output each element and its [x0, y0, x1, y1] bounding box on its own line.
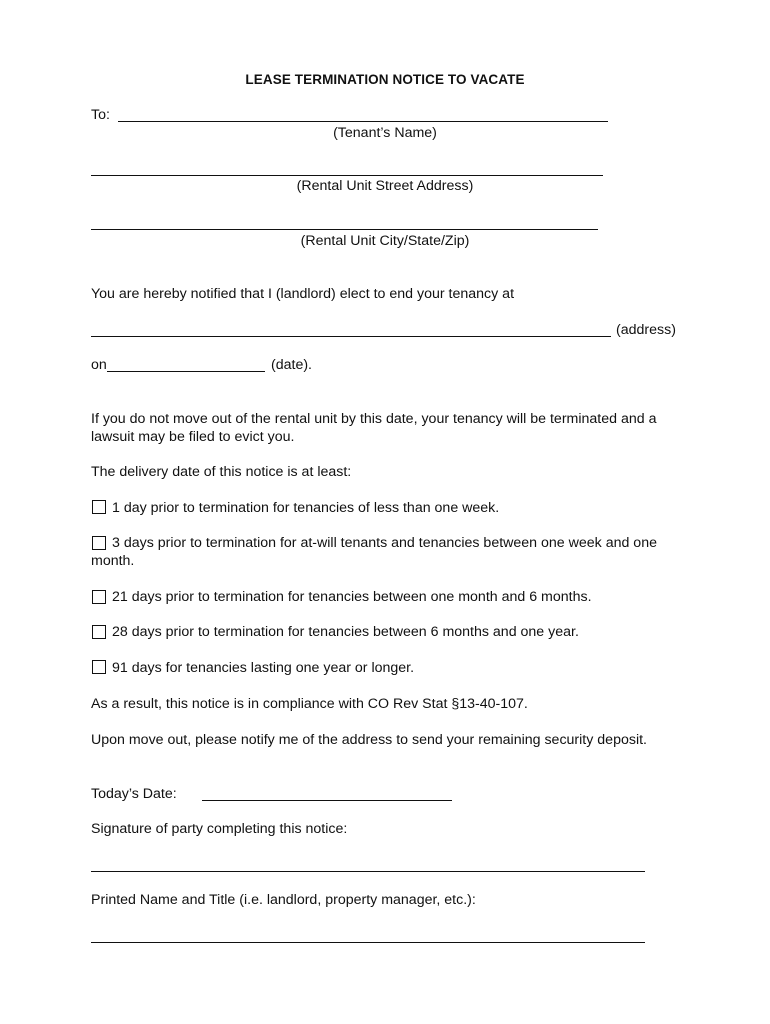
tenant-name-field[interactable]: [118, 121, 608, 122]
compliance-statement: As a result, this notice is in compliance with CO Rev Stat §13-40-107.: [91, 696, 528, 712]
termination-date-field[interactable]: [107, 371, 265, 372]
delivery-intro: The delivery date of this notice is at least:: [91, 464, 352, 480]
street-address-field[interactable]: [91, 175, 603, 176]
to-label: To:: [91, 107, 110, 123]
document-title: LEASE TERMINATION NOTICE TO VACATE: [245, 72, 525, 87]
option-3-checkbox[interactable]: [92, 590, 106, 604]
option-2-label: 3 days prior to termination for at-will tenants and tenancies between one week and one month.: [91, 535, 657, 569]
eviction-warning: If you do not move out of the rental unit by this date, your tenancy will be terminated and a lawsuit may be filed to evict you.: [91, 411, 657, 445]
todays-date-field[interactable]: [202, 800, 452, 801]
signature-label: Signature of party completing this notice:: [91, 821, 348, 837]
street-address-caption: (Rental Unit Street Address): [296, 178, 474, 194]
tenancy-address-field[interactable]: [91, 336, 611, 337]
option-5-checkbox[interactable]: [92, 660, 106, 674]
deposit-request: Upon move out, please notify me of the address to send your remaining security deposit.: [91, 732, 647, 748]
address-suffix: (address): [616, 322, 676, 338]
on-label: on: [91, 357, 107, 373]
printed-name-label: Printed Name and Title (i.e. landlord, property manager, etc.):: [91, 892, 476, 908]
city-state-zip-caption: (Rental Unit City/State/Zip): [300, 233, 470, 249]
option-5-label: 91 days for tenancies lasting one year or longer.: [112, 660, 415, 676]
notice-intro: You are hereby notified that I (landlord) elect to end your tenancy at: [91, 286, 515, 302]
option-3-label: 21 days prior to termination for tenancies between one month and 6 months.: [112, 589, 592, 605]
printed-name-field[interactable]: [91, 942, 645, 943]
signature-field[interactable]: [91, 871, 645, 872]
option-1-checkbox[interactable]: [92, 500, 106, 514]
option-4-checkbox[interactable]: [92, 625, 106, 639]
tenant-name-caption: (Tenant’s Name): [333, 125, 437, 141]
option-4-label: 28 days prior to termination for tenancies between 6 months and one year.: [112, 624, 579, 640]
todays-date-label: Today’s Date:: [91, 786, 177, 802]
city-state-zip-field[interactable]: [91, 229, 598, 230]
date-suffix: (date).: [271, 357, 313, 373]
option-1-label: 1 day prior to termination for tenancies of less than one week.: [112, 500, 500, 516]
